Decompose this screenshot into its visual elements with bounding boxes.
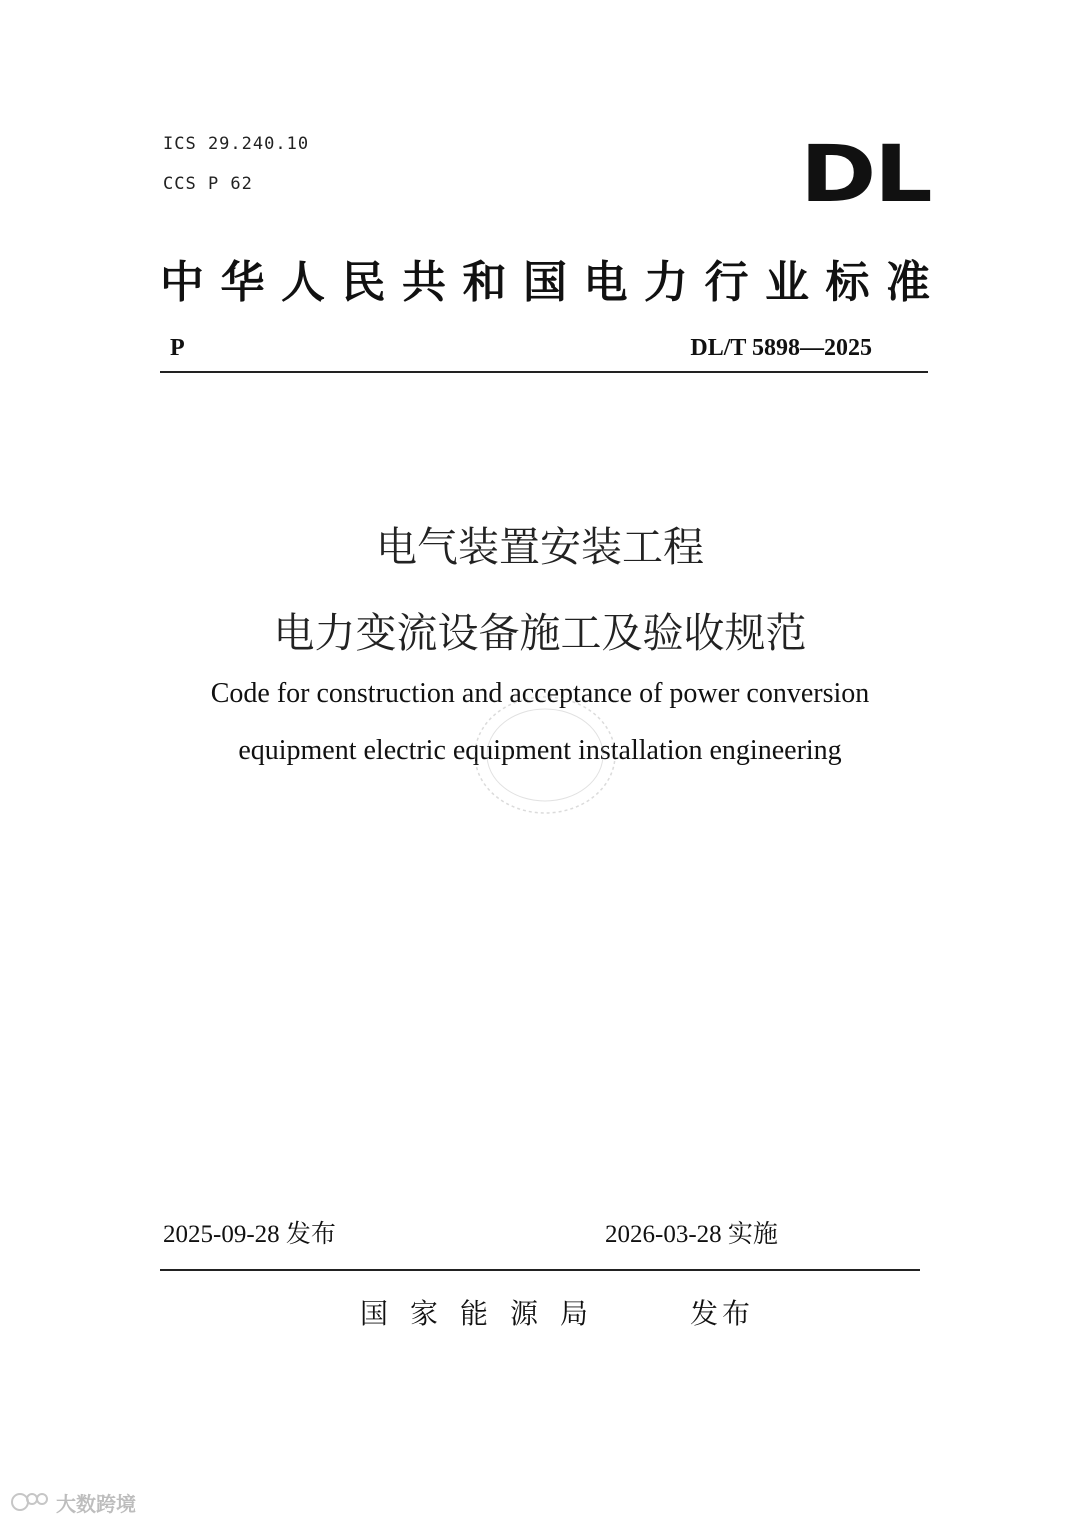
title-zh-line2: 电力变流设备施工及验收规范 [273,609,807,657]
footer-divider [160,1269,920,1271]
standard-number: DL/T 5898—2025 [690,335,872,361]
classification-code: P [170,335,185,361]
issuer-action: 发布 [690,1297,755,1330]
issue-date: 2025-09-28 发布 [163,1221,336,1248]
title-en-line2: equipment electric equipment installation engineering [238,735,842,766]
standard-type-title: 中华人民共和国电力行业标准 [160,257,930,308]
corner-watermark-text: 大数跨境 [56,1491,136,1516]
dl-logo: DL [800,130,931,220]
issuer-name: 国家能源局 [360,1297,611,1330]
watermark-stamp [470,690,620,820]
implementation-date: 2026-03-28 实施 [605,1221,778,1248]
title-zh-line1: 电气装置安装工程 [376,523,704,571]
title-en-line1: Code for construction and acceptance of power conversion [210,678,870,709]
ccs-code: CCS P 62 [163,174,253,194]
watermark-logo-icon [10,1490,50,1514]
corner-watermark [10,1488,136,1516]
ics-code: ICS 29.240.10 [163,134,310,154]
header-divider [160,371,928,373]
